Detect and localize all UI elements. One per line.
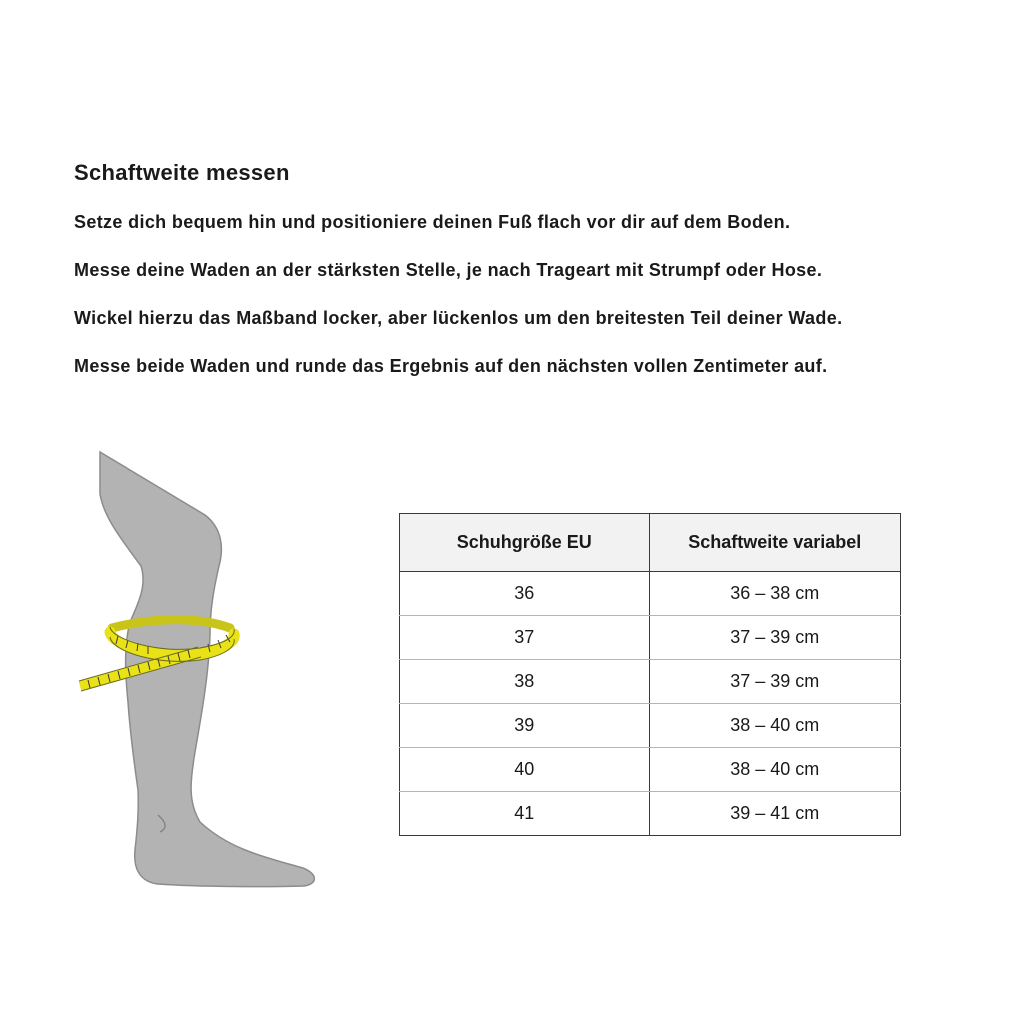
size-table [399, 513, 901, 836]
shaft-width-cell: 38 – 40 cm [649, 748, 900, 792]
shaft-width-cell: 36 – 38 cm [649, 572, 900, 616]
page-title: Schaftweite messen [74, 160, 290, 185]
column-header-shoe-size: Schuhgröße EU [400, 514, 650, 572]
table-row [400, 704, 901, 748]
table-row [400, 748, 901, 792]
shaft-width-cell: 37 – 39 cm [649, 616, 900, 660]
shoe-size-cell: 37 [400, 616, 650, 660]
shoe-size-cell: 36 [400, 572, 650, 616]
instruction-item: Messe beide Waden und runde das Ergebnis auf den nächsten vollen Zentimeter auf. [74, 356, 828, 376]
table-row [400, 616, 901, 660]
shaft-width-cell: 37 – 39 cm [649, 660, 900, 704]
shaft-width-cell: 39 – 41 cm [649, 792, 900, 836]
table-header-row [400, 514, 901, 572]
instruction-list [74, 210, 842, 402]
shaft-width-cell: 38 – 40 cm [649, 704, 900, 748]
instruction-item: Messe deine Waden an der stärksten Stelle, je nach Trageart mit Strumpf oder Hose. [74, 260, 823, 280]
shoe-size-cell: 39 [400, 704, 650, 748]
table-row [400, 572, 901, 616]
table-row [400, 792, 901, 836]
shoe-size-cell: 38 [400, 660, 650, 704]
instruction-item: Setze dich bequem hin und positioniere deinen Fuß flach vor dir auf dem Boden. [74, 212, 791, 232]
shoe-size-cell: 41 [400, 792, 650, 836]
column-header-shaft-width: Schaftweite variabel [649, 514, 900, 572]
instruction-item: Wickel hierzu das Maßband locker, aber lückenlos um den breitesten Teil deiner Wade. [74, 308, 843, 328]
table-row [400, 660, 901, 704]
leg-with-measuring-tape-icon [70, 445, 330, 895]
shoe-size-cell: 40 [400, 748, 650, 792]
